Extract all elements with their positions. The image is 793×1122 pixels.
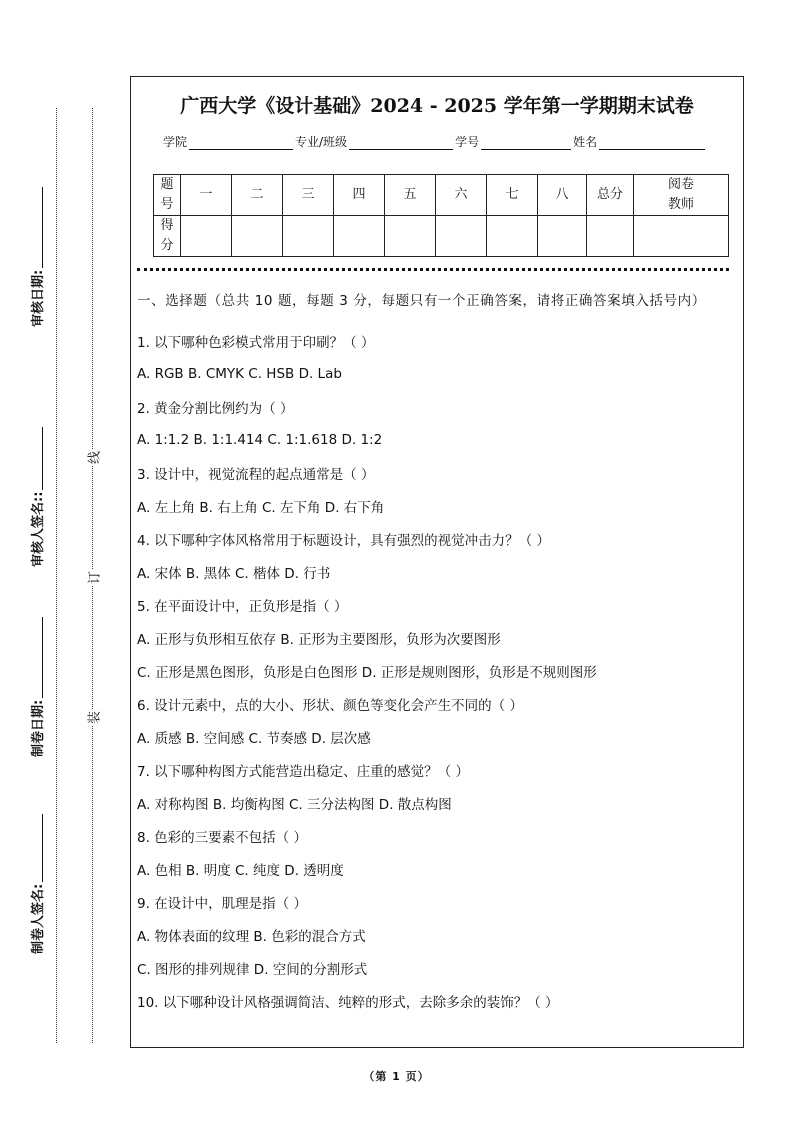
col-4: 四: [334, 175, 385, 216]
question-area: [137, 291, 731, 1017]
score-cell-total[interactable]: [587, 216, 634, 257]
student-info-row: [163, 133, 707, 150]
binding-mark-bind: 装: [84, 710, 103, 726]
col-total: 总分: [587, 175, 634, 216]
signature-dotted-line: [56, 108, 57, 1043]
question-line: 5. 在平面设计中，正负形是指（ ）: [137, 598, 348, 615]
question-line: 6. 设计元素中，点的大小、形状、颜色等变化会产生不同的（ ）: [137, 697, 523, 714]
col-1: 一: [181, 175, 232, 216]
question-line: 10. 以下哪种设计风格强调简洁、纯粹的形式，去除多余的装饰？（ ）: [137, 994, 559, 1011]
question-line: 1. 以下哪种色彩模式常用于印刷？（ ）: [137, 334, 375, 351]
options-line: C. 图形的排列规律 D. 空间的分割形式: [137, 961, 368, 978]
options-line: A. 左上角 B. 右上角 C. 左下角 D. 右下角: [137, 499, 385, 516]
score-table: [153, 174, 729, 257]
college-label: 学院: [163, 135, 188, 149]
student-id-field[interactable]: [481, 136, 571, 150]
col-7: 七: [487, 175, 538, 216]
col-8: 八: [538, 175, 587, 216]
section-heading: 一、选择题（总共 10 题，每题 3 分，每题只有一个正确答案，请将正确答案填入括号内）: [137, 293, 706, 309]
question-line: 8. 色彩的三要素不包括（ ）: [137, 829, 307, 846]
reviewer-signature-label: 审核人签名::: [27, 427, 45, 567]
major-class-label: 专业/班级: [295, 135, 348, 149]
score-cell[interactable]: [436, 216, 487, 257]
options-line: A. 正形与负形相互依存 B. 正形为主要图形，负形为次要图形: [137, 631, 501, 648]
options-line: A. 1:1.2 B. 1:1.414 C. 1:1.618 D. 1:2: [137, 431, 383, 448]
dotted-separator: [137, 268, 729, 271]
question-line: 3. 设计中，视觉流程的起点通常是（ ）: [137, 466, 375, 483]
score-cell[interactable]: [487, 216, 538, 257]
col-3: 三: [283, 175, 334, 216]
options-line: A. 对称构图 B. 均衡构图 C. 三分法构图 D. 散点构图: [137, 796, 452, 813]
options-line: A. 物体表面的纹理 B. 色彩的混合方式: [137, 928, 366, 945]
grader-cell[interactable]: [634, 216, 729, 257]
score-cell[interactable]: [538, 216, 587, 257]
question-number-label: 题 号: [154, 175, 181, 216]
binding-mark-line: 线: [84, 450, 103, 466]
college-field[interactable]: [189, 136, 293, 150]
options-line: A. 质感 B. 空间感 C. 节奏感 D. 层次感: [137, 730, 371, 747]
col-6: 六: [436, 175, 487, 216]
major-class-field[interactable]: [349, 136, 453, 150]
name-field[interactable]: [599, 136, 705, 150]
exam-title: 广西大学《设计基础》2024 - 2025 学年第一学期期末试卷: [180, 95, 694, 117]
options-line: A. 色相 B. 明度 C. 纯度 D. 透明度: [137, 862, 344, 879]
options-line: C. 正形是黑色图形，负形是白色图形 D. 正形是规则图形，负形是不规则图形: [137, 664, 597, 681]
score-cell[interactable]: [385, 216, 436, 257]
question-line: 4. 以下哪种字体风格常用于标题设计，具有强烈的视觉冲击力？（ ）: [137, 532, 550, 549]
review-date-label: 审核日期:: [27, 187, 45, 327]
score-table-header-row: [154, 175, 729, 216]
page-number: （第 1 页）: [363, 1070, 430, 1083]
name-label: 姓名: [573, 135, 598, 149]
col-5: 五: [385, 175, 436, 216]
paper-maker-signature-label: 制卷人签名:: [27, 814, 45, 954]
score-table-score-row: [154, 216, 729, 257]
question-line: 9. 在设计中，肌理是指（ ）: [137, 895, 307, 912]
score-cell[interactable]: [181, 216, 232, 257]
score-cell[interactable]: [283, 216, 334, 257]
exam-frame: [130, 76, 744, 1048]
col-2: 二: [232, 175, 283, 216]
question-line: 7. 以下哪种构图方式能营造出稳定、庄重的感觉？（ ）: [137, 763, 469, 780]
student-id-label: 学号: [455, 135, 480, 149]
grader-label: 阅卷 教师: [634, 175, 729, 216]
binding-margin: [0, 0, 125, 1122]
score-cell[interactable]: [334, 216, 385, 257]
question-line: 2. 黄金分割比例约为（ ）: [137, 400, 294, 417]
score-cell[interactable]: [232, 216, 283, 257]
options-line: A. RGB B. CMYK C. HSB D. Lab: [137, 365, 342, 382]
score-label: 得 分: [154, 216, 181, 257]
binding-mark-staple: 订: [84, 570, 103, 586]
paper-date-label: 制卷日期:: [27, 617, 45, 757]
options-line: A. 宋体 B. 黑体 C. 楷体 D. 行书: [137, 565, 331, 582]
